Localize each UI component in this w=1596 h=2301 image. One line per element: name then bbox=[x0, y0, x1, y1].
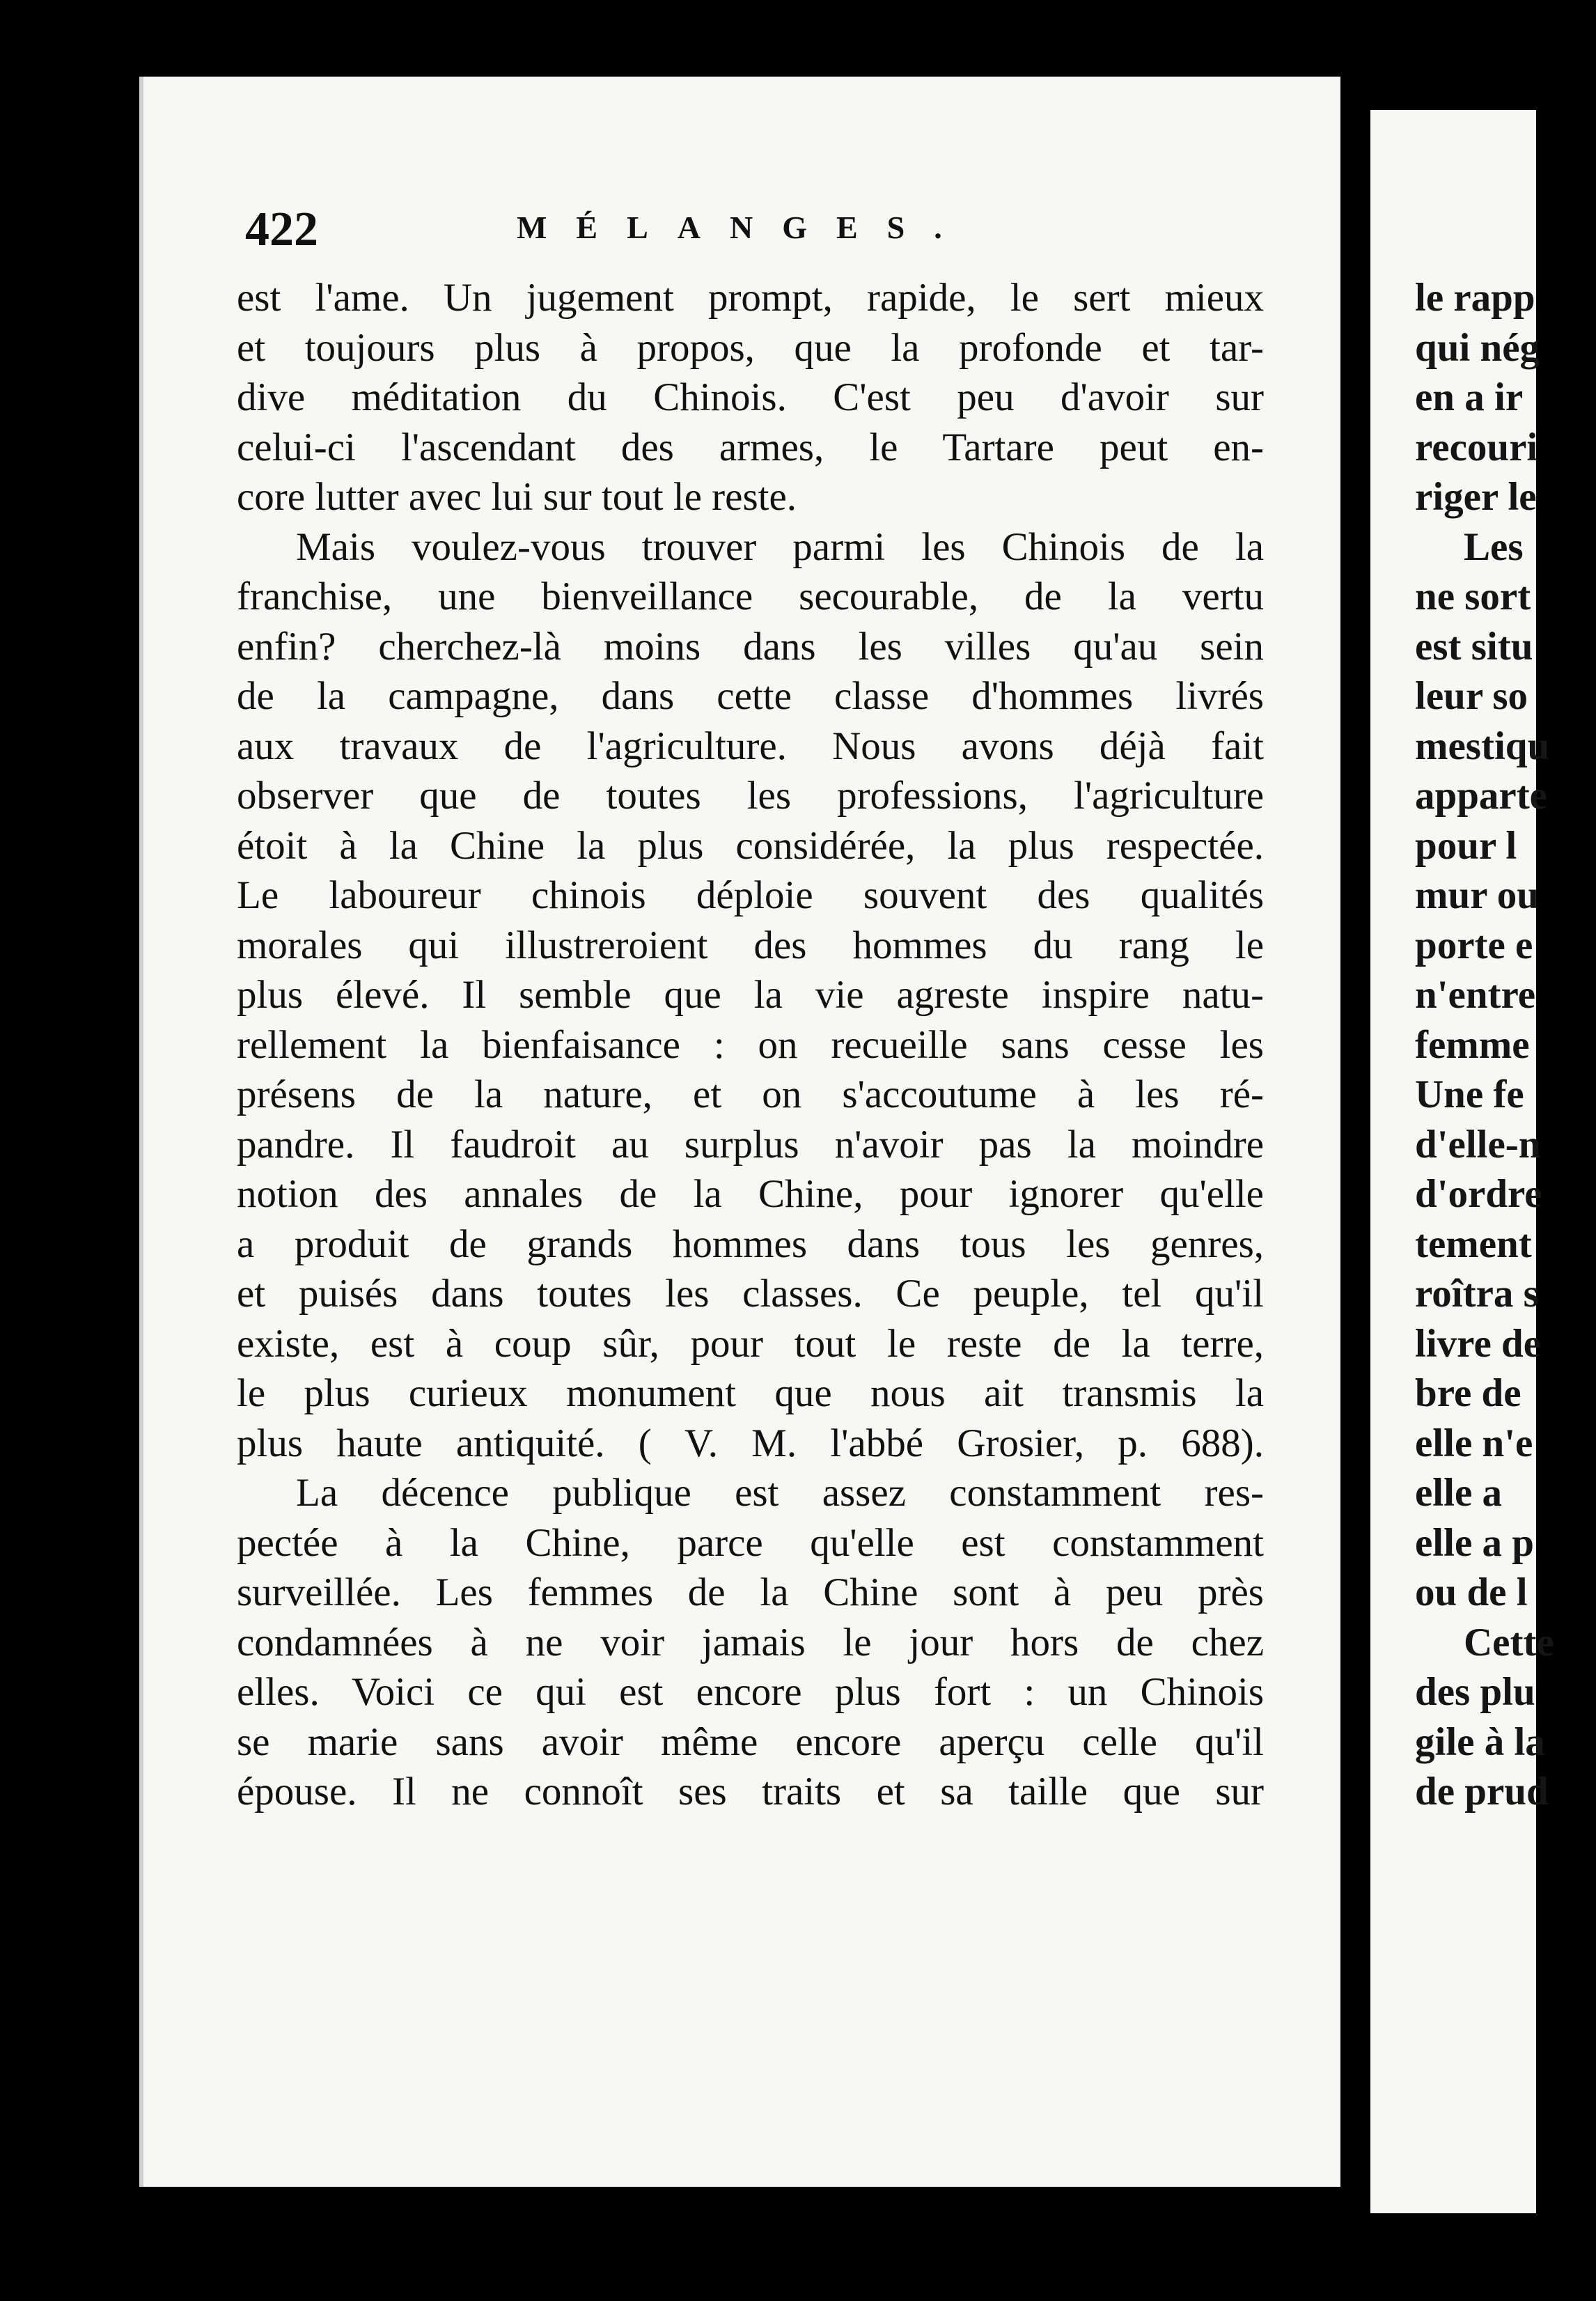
text-line: porte e bbox=[1415, 923, 1533, 967]
text-line: pectée à la Chine, parce qu'elle est constamment bbox=[237, 1520, 1264, 1565]
text-line: présens de la nature, et on s'accoutume à les ré- bbox=[237, 1072, 1264, 1116]
text-line: bre de bbox=[1415, 1371, 1521, 1415]
text-line: celui-ci l'ascendant des armes, le Tartare peut en- bbox=[237, 425, 1264, 469]
text-line: elle a p bbox=[1415, 1520, 1534, 1565]
text-line: rellement la bienfaisance : on recueille sans cesse les bbox=[237, 1022, 1264, 1067]
text-line: gile à la bbox=[1415, 1719, 1545, 1764]
text-line: franchise, une bienveillance secourable, de la vertu bbox=[237, 575, 1264, 618]
text-line: roîtra s bbox=[1415, 1272, 1539, 1316]
text-line: pour l bbox=[1415, 823, 1517, 868]
text-line: plus élevé. Il semble que la vie agreste inspire natu- bbox=[237, 973, 1264, 1017]
text-line: observer que de toutes les professions, l'agriculture bbox=[237, 774, 1264, 818]
text-line: La décence publique est assez constamment res- bbox=[296, 1471, 1264, 1515]
text-line: Cette bbox=[1464, 1620, 1554, 1664]
text-line: qui nég bbox=[1415, 325, 1540, 370]
text-line: apparte bbox=[1415, 774, 1547, 818]
text-line: n'entre bbox=[1415, 973, 1536, 1017]
text-line: mestiqu bbox=[1415, 724, 1550, 768]
text-line: de prud bbox=[1415, 1770, 1549, 1814]
text-line: a produit de grands hommes dans tous les genres, bbox=[237, 1222, 1264, 1266]
text-line: leur so bbox=[1415, 674, 1528, 718]
text-line: dive méditation du Chinois. C'est peu d'avoir sur bbox=[237, 375, 1264, 419]
text-line: riger le bbox=[1415, 475, 1537, 519]
text-line: core lutter avec lui sur tout le reste. bbox=[237, 475, 797, 519]
text-line: mur ou bbox=[1415, 873, 1539, 917]
text-line: de la campagne, dans cette classe d'hommes livrés bbox=[237, 674, 1264, 718]
left-page-text bbox=[237, 273, 1264, 1817]
text-line: elles. Voici ce qui est encore plus fort : un Chinois bbox=[237, 1670, 1264, 1714]
right-page-text bbox=[1415, 273, 1596, 1817]
page-header bbox=[245, 202, 1255, 272]
running-title: MÉLANGES. bbox=[517, 210, 971, 245]
text-line: en a ir bbox=[1415, 375, 1524, 419]
text-line: se marie sans avoir même encore aperçu celle qu'il bbox=[237, 1719, 1264, 1764]
text-line: et toujours plus à propos, que la profonde et tar- bbox=[237, 325, 1264, 370]
text-line: pandre. Il faudroit au surplus n'avoir pas la moindre bbox=[237, 1122, 1264, 1167]
text-line: femme bbox=[1415, 1022, 1530, 1067]
text-line: notion des annales de la Chine, pour ignorer qu'elle bbox=[237, 1172, 1264, 1216]
text-line: recouri bbox=[1415, 425, 1538, 469]
text-line: d'ordre bbox=[1415, 1172, 1542, 1216]
text-line: livre de bbox=[1415, 1321, 1541, 1366]
text-line: étoit à la Chine la plus considérée, la plus respectée. bbox=[237, 823, 1264, 868]
text-line: Une fe bbox=[1415, 1072, 1524, 1116]
text-line: elle a bbox=[1415, 1471, 1503, 1515]
text-line: Mais voulez-vous trouver parmi les Chinois de la bbox=[296, 524, 1264, 569]
text-line: épouse. Il ne connoît ses traits et sa taille que sur bbox=[237, 1770, 1264, 1814]
text-line: morales qui illustreroient des hommes du rang le bbox=[237, 923, 1264, 967]
text-line: ou de l bbox=[1415, 1570, 1528, 1614]
text-line: existe, est à coup sûr, pour tout le reste de la terre, bbox=[237, 1321, 1264, 1366]
text-line: ne sort bbox=[1415, 575, 1531, 618]
text-line: des plu bbox=[1415, 1670, 1535, 1714]
text-line: est situ bbox=[1415, 624, 1533, 669]
text-line: tement bbox=[1415, 1222, 1532, 1266]
text-line: aux travaux de l'agriculture. Nous avons déjà fait bbox=[237, 724, 1264, 768]
text-line: surveillée. Les femmes de la Chine sont à peu près bbox=[237, 1570, 1264, 1614]
text-line: Le laboureur chinois déploie souvent des qualités bbox=[237, 873, 1264, 917]
text-line: d'elle-n bbox=[1415, 1122, 1541, 1167]
text-line: est l'ame. Un jugement prompt, rapide, le sert mieux bbox=[237, 276, 1264, 320]
text-line: Les bbox=[1464, 524, 1524, 569]
text-line: le rapp bbox=[1415, 276, 1535, 320]
text-line: plus haute antiquité. ( V. M. l'abbé Grosier, p. 688). bbox=[237, 1421, 1264, 1465]
text-line: condamnées à ne voir jamais le jour hors de chez bbox=[237, 1620, 1264, 1664]
text-line: et puisés dans toutes les classes. Ce peuple, tel qu'il bbox=[237, 1272, 1264, 1316]
text-line: le plus curieux monument que nous ait transmis la bbox=[237, 1371, 1264, 1415]
page-number: 422 bbox=[245, 203, 318, 256]
text-line: enfin? cherchez-là moins dans les villes qu'au sein bbox=[237, 624, 1264, 669]
text-line: elle n'e bbox=[1415, 1421, 1533, 1465]
